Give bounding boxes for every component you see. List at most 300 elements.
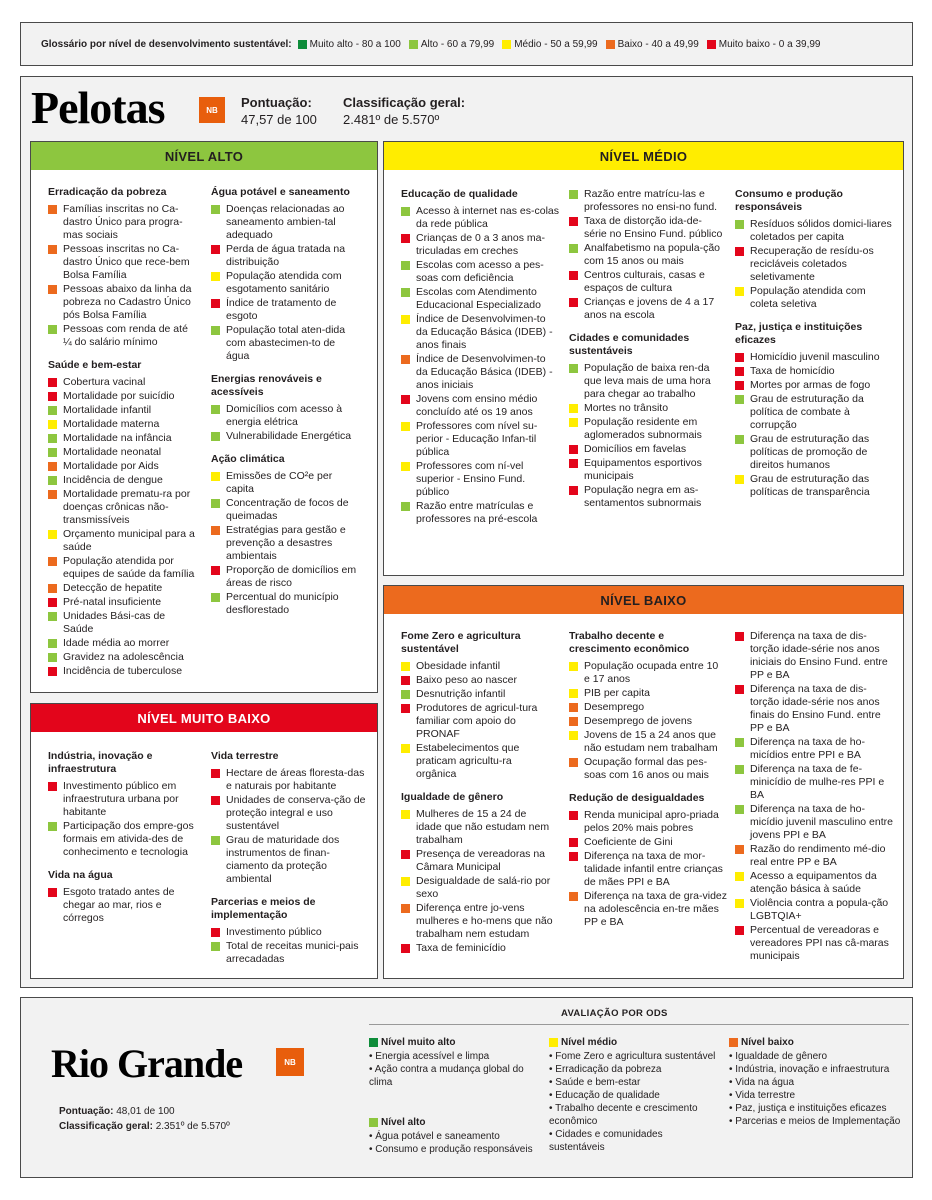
indicator-label: Razão entre matrícu-las e professores no ensi-no fund. (584, 188, 718, 213)
glossary-item-muito-alto: Muito alto - 80 a 100 (298, 39, 401, 50)
indicator-item (569, 756, 727, 782)
level-medio-col3 (735, 188, 893, 500)
indicator-item (48, 323, 198, 349)
color-square-icon (401, 662, 410, 671)
ods-level-title (549, 1036, 719, 1049)
indicator-item (48, 528, 198, 554)
indicator-item (401, 259, 559, 285)
section-title: Consumo e produção responsáveis (735, 188, 843, 213)
indicator-label: Pré-natal insuficiente (63, 596, 162, 608)
indicator-label: Detecção de hepatite (63, 582, 163, 594)
ods-alto (369, 1116, 539, 1156)
color-square-icon (48, 434, 57, 443)
glossary-item-baixo: Baixo - 40 a 49,99 (606, 39, 699, 50)
indicator-label: Pessoas inscritas no Ca-dastro Único que rece-bem Bolsa Família (63, 243, 190, 281)
indicator-item (48, 432, 198, 445)
color-square-icon (48, 530, 57, 539)
color-square-icon (569, 717, 578, 726)
indicator-label: Acesso à internet nas es-colas da rede pública (416, 205, 559, 230)
color-square-icon (211, 566, 220, 575)
indicator-label: Crianças de 0 a 3 anos ma-triculadas em creches (416, 232, 545, 257)
indicator-item (401, 420, 559, 459)
indicator-label: Vulnerabilidade Energética (226, 430, 352, 442)
ods-level-title (369, 1116, 539, 1129)
color-square-icon (401, 462, 410, 471)
color-square-icon (48, 462, 57, 471)
indicator-label: Desemprego de jovens (584, 715, 692, 727)
color-square-icon (569, 271, 578, 280)
color-square-icon (735, 395, 744, 404)
indicator-item (735, 245, 893, 284)
indicator-item (569, 836, 727, 849)
indicator-label: Mortalidade na infância (63, 432, 172, 444)
indicator-label: Coeficiente de Gini (584, 836, 673, 848)
section-title: Erradicação da pobreza (48, 186, 167, 198)
color-square-icon (735, 899, 744, 908)
color-square-icon (401, 315, 410, 324)
indicator-label: Mortalidade neonatal (63, 446, 162, 458)
color-square-icon (48, 584, 57, 593)
color-square-icon (735, 685, 744, 694)
level-medio-header: NÍVEL MÉDIO (384, 142, 903, 170)
indicator-label: Índice de tratamento de esgoto (226, 297, 337, 322)
color-square-icon (48, 448, 57, 457)
indicator-label: Incidência de dengue (63, 474, 163, 486)
level-medio-col2 (569, 188, 724, 511)
indicator-item (401, 460, 559, 499)
indicator-label: Participação dos empre-gos formais em ativida-des de conhecimento e tecnologia (63, 820, 194, 858)
color-square-icon (401, 877, 410, 886)
indicator-item (569, 188, 724, 214)
indicator-item (211, 794, 367, 833)
color-square-icon (735, 738, 744, 747)
indicator-label: Taxa de homicídio (750, 365, 835, 377)
indicator-item (211, 243, 361, 269)
indicator-label: Emissões de CO²e per capita (226, 470, 333, 495)
level-baixo-col2 (569, 630, 727, 930)
color-square-icon (211, 526, 220, 535)
color-square-icon (211, 272, 220, 281)
indicator-label: Resíduos sólidos domici-liares coletados per capita (750, 218, 892, 243)
indicator-item (401, 808, 553, 847)
color-square-icon (735, 872, 744, 881)
pelotas-panel (20, 76, 913, 988)
indicator-label: População ocupada entre 10 e 17 anos (584, 660, 719, 685)
indicator-label: Esgoto tratado antes de chegar ao mar, rios e córregos (63, 886, 175, 924)
indicator-item (48, 596, 198, 609)
color-square-icon (211, 769, 220, 778)
indicator-label: Baixo peso ao nascer (416, 674, 517, 686)
indicator-label: Diferença entre jo-vens mulheres e ho-mens que não trabalham nem estudam (416, 902, 553, 940)
indicator-label: Taxa de feminicídio (416, 942, 506, 954)
indicator-item (48, 651, 198, 664)
indicator-item (569, 457, 724, 483)
indicator-item (401, 848, 553, 874)
indicator-item (735, 473, 893, 499)
color-square-icon (48, 476, 57, 485)
color-square-icon (569, 404, 578, 413)
color-square-icon (569, 418, 578, 427)
ods-item: • Água potável e saneamento (369, 1131, 500, 1142)
color-square-icon (48, 245, 57, 254)
indicator-label: Mortalidade por Aids (63, 460, 159, 472)
ods-item: • Indústria, inovação e infraestrutura (729, 1064, 890, 1075)
color-square-icon (569, 244, 578, 253)
indicator-item (48, 886, 198, 925)
color-square-icon (48, 205, 57, 214)
indicator-item (48, 665, 198, 678)
indicator-item (401, 660, 553, 673)
indicator-item (48, 582, 198, 595)
color-square-icon (401, 744, 410, 753)
indicator-label: Mortalidade materna (63, 418, 160, 430)
indicator-label: Mortes por armas de fogo (750, 379, 871, 391)
indicator-item (211, 297, 361, 323)
indicator-label: Diferença na taxa de gra-videz na adolescência en-tre mães PP e BA (584, 890, 727, 928)
indicator-item (211, 926, 367, 939)
indicator-label: Acesso a equipamentos da atenção básica à saúde (750, 870, 877, 895)
glossary-item-muito-baixo: Muito baixo - 0 a 39,99 (707, 39, 821, 50)
indicator-label: Diferença na taxa de dis-torção idade-série nos anos iniciais do Ensino Fund. entre PP e BA (750, 630, 888, 681)
indicator-item (48, 404, 198, 417)
level-baixo-col3 (735, 630, 895, 964)
indicator-item (569, 402, 724, 415)
section-title: Educação de qualidade (401, 188, 518, 200)
section-title: Redução de desigualdades (569, 792, 705, 804)
score-value: 48,01 de 100 (116, 1106, 175, 1117)
indicator-label: Jovens de 15 a 24 anos que não estudam nem trabalham (584, 729, 718, 754)
indicator-label: Gravidez na adolescência (63, 651, 184, 663)
color-square-icon (569, 298, 578, 307)
indicator-item (211, 403, 361, 429)
color-square-icon (48, 782, 57, 791)
color-square-icon (401, 422, 410, 431)
indicator-label: Orçamento municipal para a saúde (63, 528, 195, 553)
indicator-item (401, 286, 559, 312)
indicator-label: Mortes no trânsito (584, 402, 669, 414)
indicator-label: Concentração de focos de queimadas (226, 497, 349, 522)
indicator-label: Jovens com ensino médio concluído até os 19 anos (416, 393, 538, 418)
section-title: Indústria, inovação e infraestrutura (48, 750, 153, 775)
indicator-item (735, 924, 895, 963)
indicator-item (48, 203, 198, 242)
color-square-icon (409, 40, 418, 49)
indicator-label: Mortalidade infantil (63, 404, 152, 416)
color-square-icon (48, 888, 57, 897)
indicator-label: Diferença na taxa de ho-micídio juvenil masculino entre jovens PPI e BA (750, 803, 893, 841)
indicator-label: Índice de Desenvolvimen-to da Educação Básica (IDEB) - anos finais (416, 313, 553, 351)
color-square-icon (729, 1038, 738, 1047)
color-square-icon (735, 435, 744, 444)
ods-baixo (729, 1036, 909, 1128)
indicator-item (211, 324, 361, 363)
level-muito-baixo-col1 (48, 750, 198, 926)
indicator-item (211, 470, 361, 496)
color-square-icon (211, 432, 220, 441)
ods-level-title (369, 1036, 539, 1049)
color-square-icon (48, 612, 57, 621)
indicator-label: Desemprego (584, 701, 645, 713)
section-title: Vida na água (48, 869, 113, 881)
indicator-label: Ocupação formal das pes-soas com 16 anos ou mais (584, 756, 709, 781)
color-square-icon (48, 639, 57, 648)
indicator-item (401, 942, 553, 955)
color-square-icon (48, 557, 57, 566)
color-square-icon (401, 904, 410, 913)
ods-level-label: Nível baixo (741, 1037, 794, 1048)
glossary-item-alto: Alto - 60 a 79,99 (409, 39, 494, 50)
color-square-icon (569, 459, 578, 468)
level-muito-baixo-col2 (211, 750, 367, 967)
color-square-icon (401, 810, 410, 819)
ranking-value: 2.351º de 5.570º (155, 1121, 230, 1132)
color-square-icon (569, 731, 578, 740)
indicator-item (48, 820, 198, 859)
indicator-label: População atendida com esgotamento sanitário (226, 270, 342, 295)
level-alto-box (30, 141, 378, 693)
indicator-label: Investimento público (226, 926, 322, 938)
indicator-item (48, 488, 198, 527)
ods-title: AVALIAÇÃO POR ODS (561, 1008, 668, 1019)
color-square-icon (735, 845, 744, 854)
indicator-item (735, 379, 893, 392)
indicator-item (569, 701, 727, 714)
color-square-icon (298, 40, 307, 49)
color-square-icon (48, 653, 57, 662)
indicator-label: Grau de estruturação das políticas de transparência (750, 473, 870, 498)
color-square-icon (48, 392, 57, 401)
color-square-icon (211, 942, 220, 951)
indicator-label: Mortalidade por suicídio (63, 390, 175, 402)
ods-item: • Vida na água (729, 1077, 795, 1088)
indicator-label: Equipamentos esportivos municipais (584, 457, 702, 482)
level-baixo-header: NÍVEL BAIXO (384, 586, 903, 614)
color-square-icon (549, 1038, 558, 1047)
color-square-icon (606, 40, 615, 49)
color-square-icon (569, 703, 578, 712)
indicator-item (569, 809, 727, 835)
color-square-icon (569, 811, 578, 820)
indicator-label: Razão entre matrículas e professores na pré-escola (416, 500, 538, 525)
color-square-icon (502, 40, 511, 49)
level-medio-box (383, 141, 904, 576)
section-title: Água potável e saneamento (211, 186, 350, 198)
color-square-icon (569, 445, 578, 454)
color-square-icon (211, 796, 220, 805)
indicator-label: Crianças e jovens de 4 a 17 anos na escola (584, 296, 715, 321)
ods-item: • Cidades e comunidades sustentáveis (549, 1129, 663, 1153)
indicator-item (211, 834, 367, 886)
color-square-icon (735, 632, 744, 641)
indicator-label: Unidades de conserva-ção de proteção integral e uso sustentável (226, 794, 366, 832)
indicator-label: População total aten-dida com abastecimen-to de água (226, 324, 346, 362)
ods-item: • Parcerias e meios de Implementação (729, 1116, 901, 1127)
color-square-icon (401, 944, 410, 953)
section-title: Fome Zero e agricultura sustentável (401, 630, 521, 655)
level-baixo-box (383, 585, 904, 979)
indicator-item (401, 353, 559, 392)
indicator-label: Analfabetismo na popula-ção com 15 anos ou mais (584, 242, 721, 267)
section-title: Ação climática (211, 453, 285, 465)
indicator-item (48, 446, 198, 459)
ods-item: • Vida terrestre (729, 1090, 796, 1101)
indicator-item (401, 702, 553, 741)
indicator-item (401, 500, 559, 526)
indicator-item (48, 418, 198, 431)
ods-level-label: Nível alto (381, 1117, 426, 1128)
indicator-label: Pessoas com renda de até ¼ do salário mínimo (63, 323, 188, 348)
ranking-value: 2.481º de 5.570º (343, 112, 440, 127)
ranking-block (343, 94, 465, 128)
indicator-item (569, 296, 724, 322)
indicator-item (401, 232, 559, 258)
indicator-item (735, 683, 895, 735)
ods-level-label: Nível médio (561, 1037, 618, 1048)
color-square-icon (569, 852, 578, 861)
color-square-icon (401, 395, 410, 404)
indicator-item (569, 416, 724, 442)
indicator-label: Unidades Bási-cas de Saúde (63, 610, 166, 635)
color-square-icon (569, 892, 578, 901)
color-square-icon (401, 502, 410, 511)
section-title: Parcerias e meios de implementação (211, 896, 316, 921)
indicator-item (48, 243, 198, 282)
color-square-icon (211, 245, 220, 254)
ods-item: • Saúde e bem-estar (549, 1077, 641, 1088)
section-title: Energias renováveis e acessíveis (211, 373, 322, 398)
color-square-icon (48, 420, 57, 429)
color-square-icon (401, 261, 410, 270)
indicator-item (211, 203, 361, 242)
ods-item: • Consumo e produção responsáveis (369, 1144, 533, 1155)
ods-muito-alto (369, 1036, 539, 1089)
indicator-label: Escolas com acesso a pes-soas com deficiência (416, 259, 544, 284)
indicator-label: Investimento público em infraestrutura urbana por habitante (63, 780, 179, 818)
color-square-icon (401, 676, 410, 685)
indicator-item (401, 674, 553, 687)
indicator-item (735, 843, 895, 869)
indicator-item (401, 902, 553, 941)
indicator-label: Professores com ní-vel superior - Ensino Fund. público (416, 460, 526, 498)
indicator-label: Índice de Desenvolvimen-to da Educação Básica (IDEB) - anos iniciais (416, 353, 553, 391)
indicator-label: Mulheres de 15 a 24 de idade que não estudam nem trabalham (416, 808, 550, 846)
section-title: Igualdade de gênero (401, 791, 504, 803)
score-block (241, 94, 317, 128)
section-title: Cidades e comunidades sustentáveis (569, 332, 690, 357)
color-square-icon (569, 662, 578, 671)
color-square-icon (369, 1038, 378, 1047)
color-square-icon (401, 690, 410, 699)
indicator-label: Desigualdade de salá-rio por sexo (416, 875, 551, 900)
color-square-icon (735, 367, 744, 376)
ods-level-label: Nível muito alto (381, 1037, 456, 1048)
indicator-item (48, 460, 198, 473)
glossary-title: Glossário por nível de desenvolvimento sustentável: (41, 38, 292, 50)
glossary-item-medio: Médio - 50 a 59,99 (502, 39, 597, 50)
color-square-icon (48, 667, 57, 676)
section-title: Saúde e bem-estar (48, 359, 142, 371)
indicator-label: Percentual do município desflorestado (226, 591, 339, 616)
indicator-label: Doenças relacionadas ao saneamento ambien-tal adequado (226, 203, 345, 241)
level-medio-col1 (401, 188, 559, 527)
indicator-label: Hectare de áreas floresta-das e naturais por habitante (226, 767, 365, 792)
indicator-label: Violência contra a popula-ção LGBTQIA+ (750, 897, 889, 922)
indicator-item (401, 742, 553, 781)
indicator-label: Incidência de tuberculose (63, 665, 183, 677)
indicator-item (401, 205, 559, 231)
indicator-label: Produtores de agricul-tura familiar com apoio do PRONAF (416, 702, 538, 740)
score-label: Pontuação: (241, 95, 312, 110)
indicator-item (48, 610, 198, 636)
color-square-icon (569, 364, 578, 373)
indicator-item (735, 285, 893, 311)
indicator-item (735, 897, 895, 923)
ods-item: • Erradicação da pobreza (549, 1064, 662, 1075)
indicator-label: Desnutrição infantil (416, 688, 506, 700)
ods-item: • Igualdade de gênero (729, 1051, 828, 1062)
color-square-icon (48, 406, 57, 415)
glossary-bar (20, 22, 913, 66)
color-square-icon (569, 486, 578, 495)
indicator-label: Estabelecimentos que praticam agricultu-ra orgânica (416, 742, 520, 780)
indicator-label: Grau de maturidade dos instrumentos de finan-ciamento da proteção ambiental (226, 834, 340, 885)
indicator-label: Diferença na taxa de fe-minicídio de mulhe-res PPI e BA (750, 763, 885, 801)
section-title: Trabalho decente e crescimento econômico (569, 630, 690, 655)
indicator-item (569, 687, 727, 700)
indicator-item (211, 767, 367, 793)
rg-score-block (59, 1104, 230, 1134)
color-square-icon (735, 220, 744, 229)
color-square-icon (569, 217, 578, 226)
color-square-icon (735, 805, 744, 814)
ods-item: • Energia acessível e limpa (369, 1051, 490, 1062)
indicator-label: Pessoas abaixo da linha da pobreza no Cadastro Único pós Bolsa Família (63, 283, 192, 321)
indicator-item (569, 660, 727, 686)
indicator-label: População negra em as-sentamentos subnormais (584, 484, 702, 509)
indicator-item (211, 564, 361, 590)
indicator-item (569, 242, 724, 268)
color-square-icon (401, 704, 410, 713)
indicator-item (48, 474, 198, 487)
nb-badge: NB (199, 97, 225, 123)
indicator-item (569, 362, 724, 401)
color-square-icon (735, 247, 744, 256)
ods-item: • Ação contra a mudança global do clima (369, 1064, 524, 1088)
section-title: Vida terrestre (211, 750, 279, 762)
color-square-icon (735, 475, 744, 484)
indicator-label: População atendida por equipes de saúde da família (63, 555, 195, 580)
color-square-icon (48, 598, 57, 607)
indicator-label: Domicílios em favelas (584, 443, 687, 455)
indicator-item (735, 433, 893, 472)
indicator-label: PIB per capita (584, 687, 650, 699)
color-square-icon (401, 207, 410, 216)
indicator-item (735, 630, 895, 682)
nb-badge: NB (276, 1048, 304, 1076)
ods-item: • Educação de qualidade (549, 1090, 660, 1101)
indicator-item (735, 351, 893, 364)
indicator-item (211, 430, 361, 443)
indicator-item (48, 780, 198, 819)
indicator-item (735, 393, 893, 432)
color-square-icon (369, 1118, 378, 1127)
indicator-item (569, 715, 727, 728)
indicator-item (569, 484, 724, 510)
indicator-label: Domicílios com acesso à energia elétrica (226, 403, 343, 428)
color-square-icon (211, 593, 220, 602)
ods-level-title (729, 1036, 909, 1049)
level-muito-baixo-box (30, 703, 378, 979)
